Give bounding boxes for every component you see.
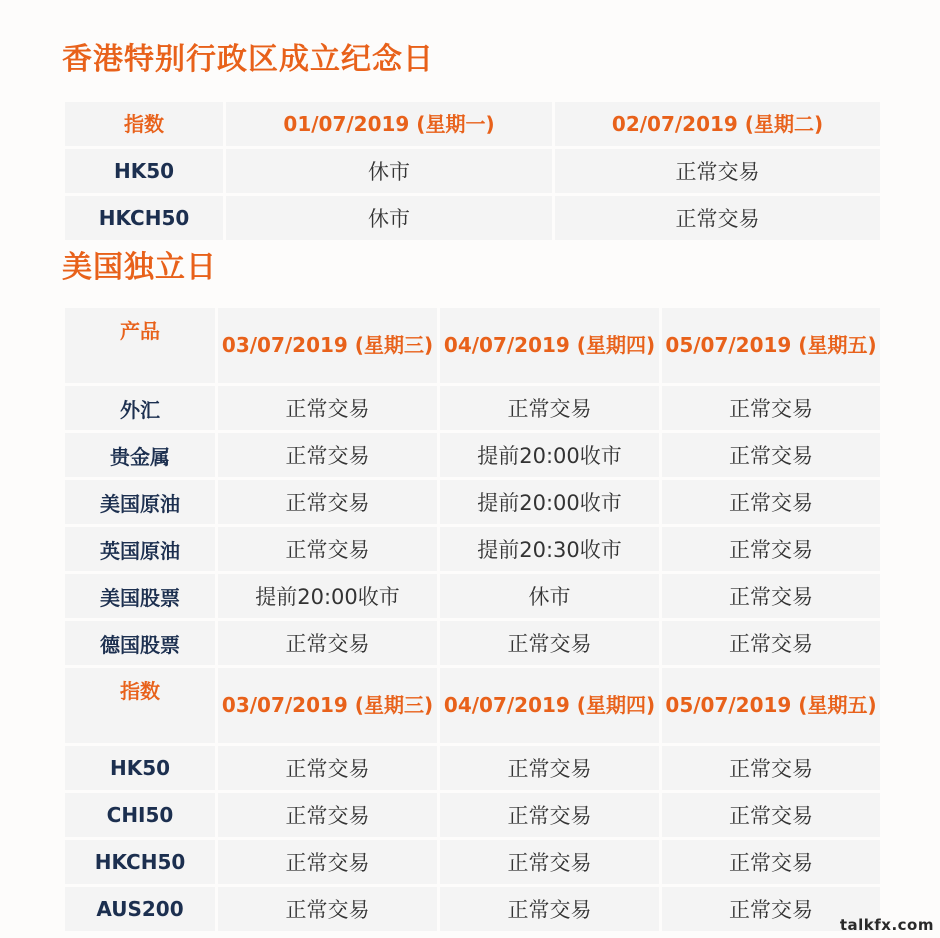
table-cell: 正常交易 (661, 573, 882, 620)
table-cell: 休市 (225, 195, 554, 242)
table-cell: 正常交易 (661, 745, 882, 792)
table-header-row (64, 667, 882, 745)
table-header-row (64, 307, 882, 385)
header-cell: 03/07/2019 (星期三) (217, 667, 439, 745)
header-cell: 产品 (64, 307, 217, 385)
table-cell: 正常交易 (554, 148, 882, 195)
table-cell: 正常交易 (217, 385, 439, 432)
table-cell: 正常交易 (439, 385, 661, 432)
table-cell: 提前20:00收市 (439, 432, 661, 479)
table-row (64, 792, 882, 839)
row-name: 美国股票 (64, 573, 217, 620)
row-name: HK50 (64, 148, 225, 195)
table-row (64, 745, 882, 792)
table-cell: 正常交易 (217, 620, 439, 667)
table-cell: 正常交易 (217, 792, 439, 839)
table-cell: 正常交易 (217, 745, 439, 792)
table-row (64, 886, 882, 933)
table-row (64, 839, 882, 886)
header-cell: 03/07/2019 (星期三) (217, 307, 439, 385)
row-name: HKCH50 (64, 195, 225, 242)
table-cell: 正常交易 (439, 886, 661, 933)
header-cell: 04/07/2019 (星期四) (439, 667, 661, 745)
table-cell: 提前20:00收市 (439, 479, 661, 526)
table-cell: 正常交易 (217, 839, 439, 886)
table-cell: 休市 (439, 573, 661, 620)
table-row (64, 526, 882, 573)
table-cell: 提前20:00收市 (217, 573, 439, 620)
row-name: HK50 (64, 745, 217, 792)
header-cell: 05/07/2019 (星期五) (661, 307, 882, 385)
header-cell: 05/07/2019 (星期五) (661, 667, 882, 745)
table-cell: 正常交易 (217, 479, 439, 526)
watermark: talkfx.com (839, 916, 934, 934)
table-row (64, 573, 882, 620)
header-cell: 指数 (64, 101, 225, 148)
table-row (64, 479, 882, 526)
table-cell: 正常交易 (439, 792, 661, 839)
row-name: CHI50 (64, 792, 217, 839)
row-name: 德国股票 (64, 620, 217, 667)
header-cell: 04/07/2019 (星期四) (439, 307, 661, 385)
table-cell: 正常交易 (439, 839, 661, 886)
table-cell: 正常交易 (439, 620, 661, 667)
table-cell: 正常交易 (554, 195, 882, 242)
table-cell: 正常交易 (217, 432, 439, 479)
header-cell: 指数 (64, 667, 217, 745)
header-cell: 02/07/2019 (星期二) (554, 101, 882, 148)
table-cell: 正常交易 (661, 479, 882, 526)
table-cell: 正常交易 (661, 526, 882, 573)
table-header-row (64, 101, 882, 148)
hk-holiday-table (62, 99, 883, 243)
table-cell: 正常交易 (661, 886, 882, 933)
table-cell: 正常交易 (661, 792, 882, 839)
us-section-title: 美国独立日 (62, 250, 217, 285)
table-cell: 正常交易 (217, 886, 439, 933)
header-cell: 01/07/2019 (星期一) (225, 101, 554, 148)
table-row (64, 432, 882, 479)
table-cell: 正常交易 (661, 839, 882, 886)
row-name: 美国原油 (64, 479, 217, 526)
row-name: AUS200 (64, 886, 217, 933)
table-cell: 正常交易 (661, 432, 882, 479)
table-cell: 正常交易 (217, 526, 439, 573)
us-holiday-table (62, 305, 883, 934)
table-cell: 正常交易 (661, 385, 882, 432)
hk-section-title: 香港特别行政区成立纪念日 (62, 42, 434, 77)
row-name: 贵金属 (64, 432, 217, 479)
table-row (64, 620, 882, 667)
table-cell: 正常交易 (661, 620, 882, 667)
row-name: 外汇 (64, 385, 217, 432)
table-row (64, 195, 882, 242)
table-cell: 正常交易 (439, 745, 661, 792)
row-name: HKCH50 (64, 839, 217, 886)
row-name: 英国原油 (64, 526, 217, 573)
table-row (64, 148, 882, 195)
table-row (64, 385, 882, 432)
table-cell: 休市 (225, 148, 554, 195)
table-cell: 提前20:30收市 (439, 526, 661, 573)
